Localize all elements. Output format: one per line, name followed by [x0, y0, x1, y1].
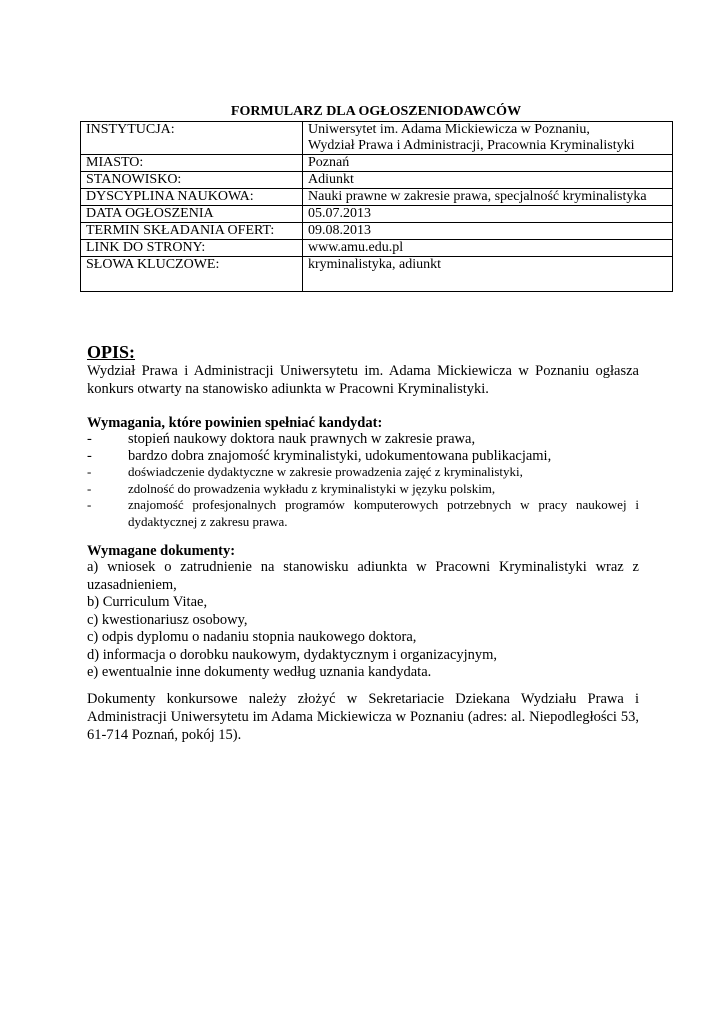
institution-line-2: Wydział Prawa i Administracji, Pracownia Kryminalistyki [308, 138, 635, 153]
documents-heading: Wymagane dokumenty: [87, 543, 236, 559]
row-value-institution [303, 122, 673, 155]
list-item: e) ewentualnie inne dokumenty według uznania kandydata. [87, 664, 432, 680]
list-item: b) Curriculum Vitae, [87, 594, 208, 610]
table-row [81, 257, 673, 292]
opis-intro: Wydział Prawa i Administracji Uniwersytetu im. Adama Mickiewicza w Poznaniu ogłasza konkurs otwarty na stanowisko adiunkta w Pracowni Kryminalistyki. [87, 363, 639, 397]
list-dash: - [87, 480, 92, 496]
row-label-deadline: TERMIN SKŁADANIA OFERT: [81, 223, 303, 240]
requirement-text: bardzo dobra znajomość kryminalistyki, udokumentowana publikacjami, [128, 447, 552, 464]
list-dash: - [87, 497, 92, 512]
row-value-discipline: Nauki prawne w zakresie prawa, specjalność kryminalistyka [303, 189, 673, 206]
row-label-position: STANOWISKO: [81, 172, 303, 189]
row-value-announcement-date: 05.07.2013 [303, 206, 673, 223]
table-row [81, 172, 673, 189]
table-row [81, 189, 673, 206]
list-item [87, 464, 639, 481]
list-dash: - [87, 431, 92, 447]
list-item [87, 497, 639, 530]
requirement-text: stopień naukowy doktora nauk prawnych w zakresie prawa, [128, 431, 476, 447]
row-label-link: LINK DO STRONY: [81, 240, 303, 257]
list-item: a) wniosek o zatrudnienie na stanowisku adiunkta w Pracowni Kryminalistyki wraz z uzasadnieniem, [87, 559, 639, 593]
row-value-position: Adiunkt [303, 172, 673, 189]
list-dash: - [87, 464, 92, 479]
submission-paragraph: Dokumenty konkursowe należy złożyć w Sekretariacie Dziekana Wydziału Prawa i Administracji Uniwersytetu im Adama Mickiewicza w Poznaniu (adres: al. Niepodległości 53, 61-714 Poznań, pokój 15). [87, 691, 639, 743]
list-item: c) kwestionariusz osobowy, [87, 611, 248, 628]
requirements-heading: Wymagania, które powinien spełniać kandydat: [87, 415, 383, 431]
table-row [81, 206, 673, 223]
table-row [81, 122, 673, 155]
row-label-city: MIASTO: [81, 155, 303, 172]
advertiser-form-table [80, 121, 673, 292]
table-row [81, 223, 673, 240]
list-item: d) informacja o dorobku naukowym, dydaktycznym i organizacyjnym, [87, 646, 498, 663]
row-label-keywords: SŁOWA KLUCZOWE: [81, 257, 303, 292]
row-value-city: Poznań [303, 155, 673, 172]
requirement-text: zdolność do prowadzenia wykładu z kryminalistyki w języku polskim, [128, 480, 496, 496]
list-item: c) odpis dyplomu o nadaniu stopnia naukowego doktora, [87, 629, 417, 645]
table-row [81, 155, 673, 172]
row-value-deadline: 09.08.2013 [303, 223, 673, 240]
list-item [87, 431, 639, 448]
list-dash: - [87, 447, 92, 464]
institution-line-1: Uniwersytet im. Adama Mickiewicza w Poznaniu, [308, 122, 590, 137]
row-label-discipline: DYSCYPLINA NAUKOWA: [81, 189, 303, 206]
requirement-text: znajomość profesjonalnych programów komputerowych potrzebnych w pracy naukowej i dydaktycznej z zakresu prawa. [128, 497, 639, 529]
row-value-keywords: kryminalistyka, adiunkt [303, 257, 673, 292]
list-item [87, 481, 639, 498]
requirement-text: doświadczenie dydaktyczne w zakresie prowadzenia zajęć z kryminalistyki, [128, 464, 523, 479]
row-value-link: www.amu.edu.pl [303, 240, 673, 257]
requirements-list [87, 431, 639, 530]
opis-heading: OPIS: [87, 342, 136, 362]
list-item [87, 448, 639, 465]
row-label-institution: INSTYTUCJA: [81, 122, 303, 155]
form-title: FORMULARZ DLA OGŁOSZENIODAWCÓW [230, 104, 522, 119]
documents-list [87, 559, 639, 682]
row-label-announcement-date: DATA OGŁOSZENIA [81, 206, 303, 223]
table-row [81, 240, 673, 257]
